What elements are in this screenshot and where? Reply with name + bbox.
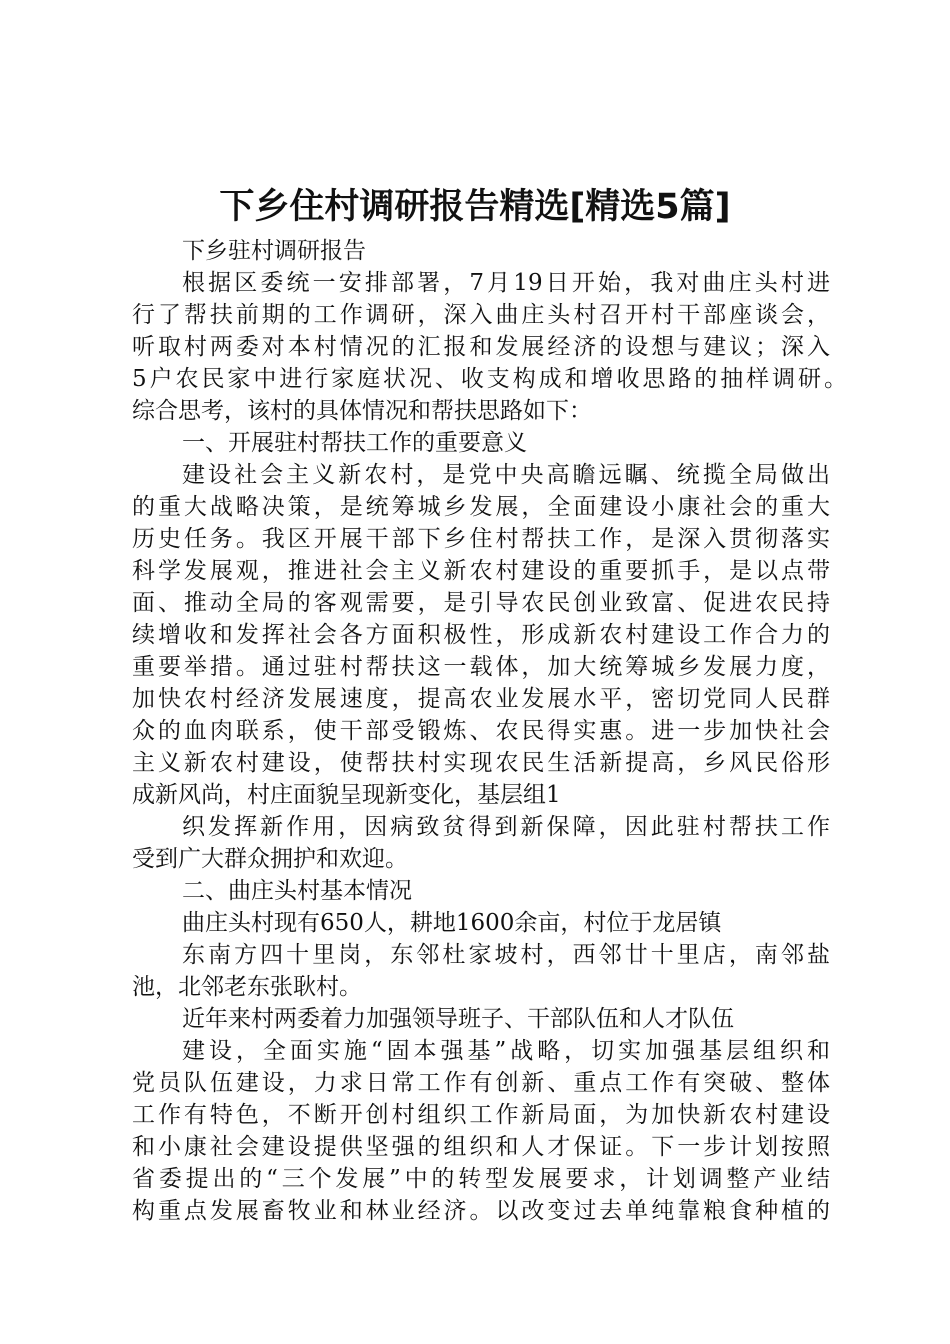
paragraph-line: 建设社会主义新农村，是党中央高瞻远瞩、统揽全局做出 [182,462,830,488]
paragraph-line: 曲庄头村现有650人，耕地1600余亩，村位于龙居镇 [182,910,722,936]
paragraph-line: 构重点发展畜牧业和林业经济。以改变过去单纯靠粮食种植的 [132,1198,830,1224]
paragraph-line: 主义新农村建设，使帮扶村实现农民生活新提高，乡风民俗形 [132,750,830,776]
paragraph-line: 的重大战略决策，是统筹城乡发展，全面建设小康社会的重大 [132,494,830,520]
paragraph-line: 面、推动全局的客观需要，是引导农民创业致富、促进农民持 [132,590,830,616]
paragraph-line: 根据区委统一安排部署，7月19日开始，我对曲庄头村进 [182,270,830,296]
paragraph-line: 5户农民家中进行家庭状况、收支构成和增收思路的抽样调研。 [132,366,847,392]
paragraph-line: 众的血肉联系，使干部受锻炼、农民得实惠。进一步加快社会 [132,718,830,744]
paragraph-line: 和小康社会建设提供坚强的组织和人才保证。下一步计划按照 [132,1134,830,1160]
document-title: 下乡住村调研报告精选[精选5篇] [219,187,731,227]
paragraph-line: 建设，全面实施“固本强基”战略，切实加强基层组织和 [182,1038,830,1064]
paragraph-line: 加快农村经济发展速度，提高农业发展水平，密切党同人民群 [132,686,830,712]
paragraph-line: 成新风尚，村庄面貌呈现新变化，基层组1 [132,782,561,808]
paragraph-line: 受到广大群众拥护和欢迎。 [132,846,408,872]
paragraph-line: 党员队伍建设，力求日常工作有创新、重点工作有突破、整体 [132,1070,830,1096]
paragraph-line: 东南方四十里岗，东邻杜家坡村，西邻廿十里店，南邻盐 [182,942,830,968]
paragraph-line: 重要举措。通过驻村帮扶这一载体，加大统筹城乡发展力度， [132,654,830,680]
paragraph-line: 听取村两委对本村情况的汇报和发展经济的设想与建议；深入 [132,334,830,360]
paragraph-line: 历史任务。我区开展干部下乡住村帮扶工作，是深入贯彻落实 [132,526,830,552]
section-heading: 一、开展驻村帮扶工作的重要意义 [182,430,527,456]
paragraph-line: 续增收和发挥社会各方面积极性，形成新农村建设工作合力的 [132,622,830,648]
paragraph-line: 织发挥新作用，因病致贫得到新保障，因此驻村帮扶工作 [182,814,830,840]
section-heading: 下乡驻村调研报告 [182,238,366,264]
section-heading: 二、曲庄头村基本情况 [182,878,412,904]
paragraph-line: 省委提出的“三个发展”中的转型发展要求，计划调整产业结 [132,1166,830,1192]
paragraph-line: 池，北邻老东张耿村。 [132,974,362,1000]
paragraph-line: 近年来村两委着力加强领导班子、干部队伍和人才队伍 [182,1006,734,1032]
paragraph-line: 综合思考，该村的具体情况和帮扶思路如下： [132,398,592,424]
paragraph-line: 科学发展观，推进社会主义新农村建设的重要抓手，是以点带 [132,558,830,584]
paragraph-line: 工作有特色，不断开创村组织工作新局面，为加快新农村建设 [132,1102,830,1128]
paragraph-line: 行了帮扶前期的工作调研，深入曲庄头村召开村干部座谈会， [132,302,830,328]
